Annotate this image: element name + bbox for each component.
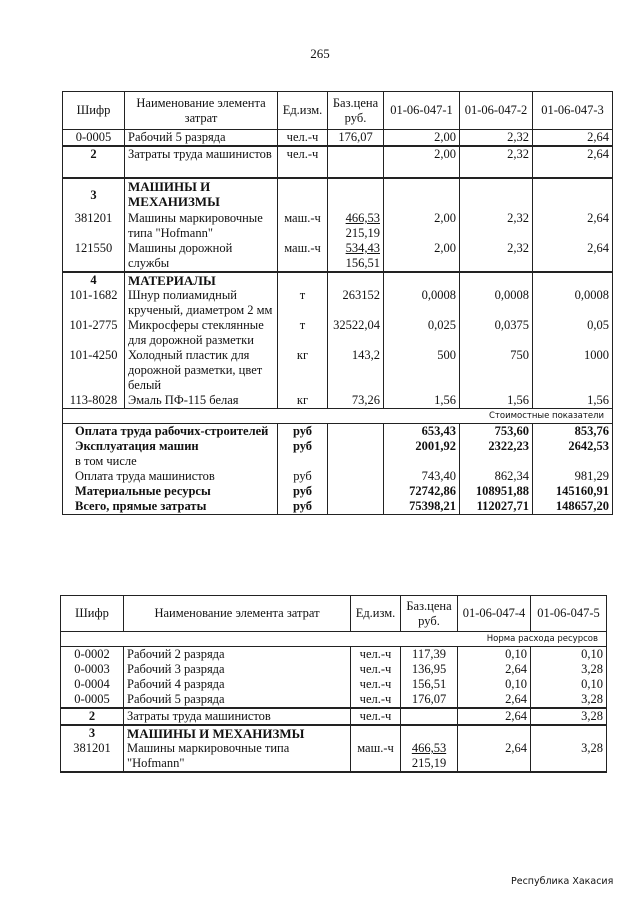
header-code: Шифр — [61, 596, 124, 632]
table-row — [63, 288, 613, 318]
cell-empty — [328, 424, 384, 440]
section-title: МАТЕРИАЛЫ — [125, 272, 278, 288]
price-secondary: 215,19 — [411, 756, 447, 770]
header-name: Наименование элемента затрат — [125, 92, 278, 130]
cell-empty — [460, 178, 533, 211]
table-row — [61, 692, 607, 708]
cell-value: 1000 — [533, 348, 613, 393]
cell-price: 143,2 — [328, 348, 384, 393]
cell-unit: чел.-ч — [351, 647, 401, 663]
total-value: 2001,92 — [384, 439, 460, 454]
cell-name: Машины маркировочные типа "Hofmann" — [125, 211, 278, 241]
cell-empty — [328, 178, 384, 211]
cell-value: 2,64 — [533, 130, 613, 147]
cell-unit: чел.-ч — [278, 146, 328, 178]
cell-value: 500 — [384, 348, 460, 393]
table-row — [63, 130, 613, 147]
header-col-2: 01-06-047-2 — [460, 92, 533, 130]
cell-value: 0,0008 — [460, 288, 533, 318]
total-value: 2642,53 — [533, 439, 613, 454]
cell-code: 0-0005 — [61, 692, 124, 708]
cell-empty — [401, 725, 458, 741]
cell-value: 2,00 — [384, 211, 460, 241]
cell-code: 3 — [61, 725, 124, 741]
cell-code: 101-4250 — [63, 348, 125, 393]
table-row — [61, 677, 607, 692]
total-value: 853,76 — [533, 424, 613, 440]
cell-price — [328, 211, 384, 241]
cell-value: 0,0008 — [533, 288, 613, 318]
cell-value: 2,32 — [460, 130, 533, 147]
cell-empty — [533, 272, 613, 288]
price-secondary: 215,19 — [345, 226, 380, 240]
section-caption: Норма расхода ресурсов — [61, 632, 607, 647]
total-value: 2322,23 — [460, 439, 533, 454]
cell-empty — [384, 272, 460, 288]
total-unit: руб — [278, 499, 328, 515]
total-value: 108951,88 — [460, 484, 533, 499]
table-row — [61, 741, 607, 772]
total-value — [384, 454, 460, 469]
total-value: 72742,86 — [384, 484, 460, 499]
total-name: Оплата труда рабочих-строителей — [63, 424, 278, 440]
cell-value: 2,00 — [384, 241, 460, 272]
cell-unit: кг — [278, 348, 328, 393]
total-value — [460, 454, 533, 469]
cell-value: 0,0375 — [460, 318, 533, 348]
table-row — [63, 393, 613, 409]
cell-value: 750 — [460, 348, 533, 393]
totals-row — [63, 484, 613, 499]
cell-value: 3,28 — [531, 662, 607, 677]
cell-name: Рабочий 5 разряда — [125, 130, 278, 147]
header-col-1: 01-06-047-1 — [384, 92, 460, 130]
total-value: 75398,21 — [384, 499, 460, 515]
cell-empty — [460, 272, 533, 288]
cell-price — [328, 241, 384, 272]
total-value: 148657,20 — [533, 499, 613, 515]
cell-empty — [533, 178, 613, 211]
cell-unit: маш.-ч — [278, 241, 328, 272]
section-row — [61, 725, 607, 741]
cell-empty — [278, 178, 328, 211]
cell-value: 1,56 — [533, 393, 613, 409]
price-current: 466,53 — [345, 211, 380, 225]
table-row — [61, 708, 607, 725]
cell-value: 0,10 — [458, 647, 531, 663]
total-value — [533, 454, 613, 469]
header-code: Шифр — [63, 92, 125, 130]
table-row — [61, 662, 607, 677]
cell-unit: т — [278, 288, 328, 318]
price-secondary: 156,51 — [345, 256, 380, 270]
header-price: Баз.цена руб. — [401, 596, 458, 632]
cell-value: 2,64 — [533, 211, 613, 241]
totals-row — [63, 499, 613, 515]
cell-price: 176,07 — [401, 692, 458, 708]
total-name: Оплата труда машинистов — [63, 469, 278, 484]
table-header-row — [63, 92, 613, 130]
cell-unit: чел.-ч — [351, 677, 401, 692]
cell-value: 2,64 — [458, 741, 531, 772]
cell-code: 0-0004 — [61, 677, 124, 692]
cell-value: 1,56 — [384, 393, 460, 409]
cell-value: 2,00 — [384, 146, 460, 178]
cell-code: 0-0005 — [63, 130, 125, 147]
section-row — [63, 178, 613, 211]
cell-value: 0,05 — [533, 318, 613, 348]
cell-code: 101-2775 — [63, 318, 125, 348]
total-value: 112027,71 — [460, 499, 533, 515]
cell-empty — [278, 272, 328, 288]
price-current: 466,53 — [411, 741, 447, 755]
table-row — [63, 241, 613, 272]
total-unit: руб — [278, 469, 328, 484]
cell-value: 0,10 — [458, 677, 531, 692]
cell-name: Машины маркировочные типа "Hofmann" — [124, 741, 351, 772]
cell-price: 176,07 — [328, 130, 384, 147]
cell-value: 3,28 — [531, 708, 607, 725]
section-caption: Стоимостные показатели — [63, 409, 613, 424]
header-col-5: 01-06-047-5 — [531, 596, 607, 632]
cell-name: Рабочий 2 разряда — [124, 647, 351, 663]
header-name: Наименование элемента затрат — [124, 596, 351, 632]
cell-value: 2,00 — [384, 130, 460, 147]
cell-name: Эмаль ПФ-115 белая — [125, 393, 278, 409]
cell-name: Машины дорожной службы — [125, 241, 278, 272]
cell-value: 2,64 — [533, 146, 613, 178]
cell-code: 381201 — [63, 211, 125, 241]
section-caption-row — [61, 632, 607, 647]
cell-code: 4 — [63, 272, 125, 288]
cell-name: Затраты труда машинистов — [125, 146, 278, 178]
cell-value: 2,64 — [458, 662, 531, 677]
total-value: 743,40 — [384, 469, 460, 484]
cell-value: 0,0008 — [384, 288, 460, 318]
cell-name: Затраты труда машинистов — [124, 708, 351, 725]
cell-value: 0,025 — [384, 318, 460, 348]
table-header-row — [61, 596, 607, 632]
cell-code: 113-8028 — [63, 393, 125, 409]
total-value: 145160,91 — [533, 484, 613, 499]
price-current: 534,43 — [345, 241, 380, 255]
table-row — [63, 211, 613, 241]
cell-price: 136,95 — [401, 662, 458, 677]
cell-empty — [458, 725, 531, 741]
header-unit: Ед.изм. — [278, 92, 328, 130]
cell-unit: т — [278, 318, 328, 348]
total-value: 862,34 — [460, 469, 533, 484]
cell-value: 0,10 — [531, 647, 607, 663]
resource-table-2 — [60, 595, 607, 773]
cell-empty — [328, 484, 384, 499]
total-value: 753,60 — [460, 424, 533, 440]
cell-value: 1,56 — [460, 393, 533, 409]
total-name: Материальные ресурсы — [63, 484, 278, 499]
cell-unit: чел.-ч — [351, 708, 401, 725]
total-unit: руб — [278, 424, 328, 440]
cell-name: Рабочий 3 разряда — [124, 662, 351, 677]
cell-value: 2,64 — [458, 692, 531, 708]
section-row — [63, 272, 613, 288]
cell-value: 3,28 — [531, 741, 607, 772]
cell-price: 263152 — [328, 288, 384, 318]
cell-empty — [384, 178, 460, 211]
cell-value: 2,32 — [460, 146, 533, 178]
cell-value: 3,28 — [531, 692, 607, 708]
header-col-3: 01-06-047-3 — [533, 92, 613, 130]
cell-unit: кг — [278, 393, 328, 409]
cell-name: Шнур полиамидный крученый, диаметром 2 мм — [125, 288, 278, 318]
cell-price: 73,26 — [328, 393, 384, 409]
cell-empty — [328, 454, 384, 469]
total-unit — [278, 454, 328, 469]
page-number: 265 — [310, 46, 330, 61]
cell-price: 32522,04 — [328, 318, 384, 348]
cell-code: 121550 — [63, 241, 125, 272]
table-row — [63, 318, 613, 348]
header-col-4: 01-06-047-4 — [458, 596, 531, 632]
cell-code: 2 — [63, 146, 125, 178]
page-footer: Республика Хакасия — [511, 876, 614, 887]
cell-code: 2 — [61, 708, 124, 725]
totals-row — [63, 469, 613, 484]
cell-empty — [328, 272, 384, 288]
header-price: Баз.цена руб. — [328, 92, 384, 130]
total-value: 653,43 — [384, 424, 460, 440]
cell-name: Рабочий 4 разряда — [124, 677, 351, 692]
cell-value: 2,32 — [460, 241, 533, 272]
table-row — [61, 647, 607, 663]
cell-name: Холодный пластик для дорожной разметки, цвет белый — [125, 348, 278, 393]
cell-price — [401, 741, 458, 772]
totals-row — [63, 454, 613, 469]
cell-empty — [351, 725, 401, 741]
cell-unit: маш.-ч — [278, 211, 328, 241]
cell-code: 0-0003 — [61, 662, 124, 677]
cell-code: 101-1682 — [63, 288, 125, 318]
cell-code: 381201 — [61, 741, 124, 772]
cell-empty — [328, 439, 384, 454]
cell-price — [328, 146, 384, 178]
cell-name: Рабочий 5 разряда — [124, 692, 351, 708]
section-title: МАШИНЫ И МЕХАНИЗМЫ — [125, 178, 278, 211]
cell-empty — [328, 469, 384, 484]
section-caption-row — [63, 409, 613, 424]
cell-unit: чел.-ч — [351, 692, 401, 708]
cell-unit: чел.-ч — [351, 662, 401, 677]
total-value: 981,29 — [533, 469, 613, 484]
cell-value: 2,32 — [460, 211, 533, 241]
cell-unit: маш.-ч — [351, 741, 401, 772]
total-name: в том числе — [63, 454, 278, 469]
header-unit: Ед.изм. — [351, 596, 401, 632]
total-name: Всего, прямые затраты — [63, 499, 278, 515]
cell-empty — [531, 725, 607, 741]
resource-table-1 — [62, 91, 613, 515]
cell-code: 0-0002 — [61, 647, 124, 663]
totals-row — [63, 424, 613, 440]
totals-row — [63, 439, 613, 454]
cell-price — [401, 708, 458, 725]
total-unit: руб — [278, 484, 328, 499]
cell-unit: чел.-ч — [278, 130, 328, 147]
cell-value: 2,64 — [533, 241, 613, 272]
total-name: Эксплуатация машин — [63, 439, 278, 454]
total-unit: руб — [278, 439, 328, 454]
cell-price: 156,51 — [401, 677, 458, 692]
cell-empty — [328, 499, 384, 515]
cell-value: 2,64 — [458, 708, 531, 725]
cell-name: Микросферы стеклянные для дорожной разметки — [125, 318, 278, 348]
table-row — [63, 348, 613, 393]
cell-code: 3 — [63, 178, 125, 211]
cell-value: 0,10 — [531, 677, 607, 692]
table-row — [63, 146, 613, 178]
cell-price: 117,39 — [401, 647, 458, 663]
section-title: МАШИНЫ И МЕХАНИЗМЫ — [124, 725, 351, 741]
